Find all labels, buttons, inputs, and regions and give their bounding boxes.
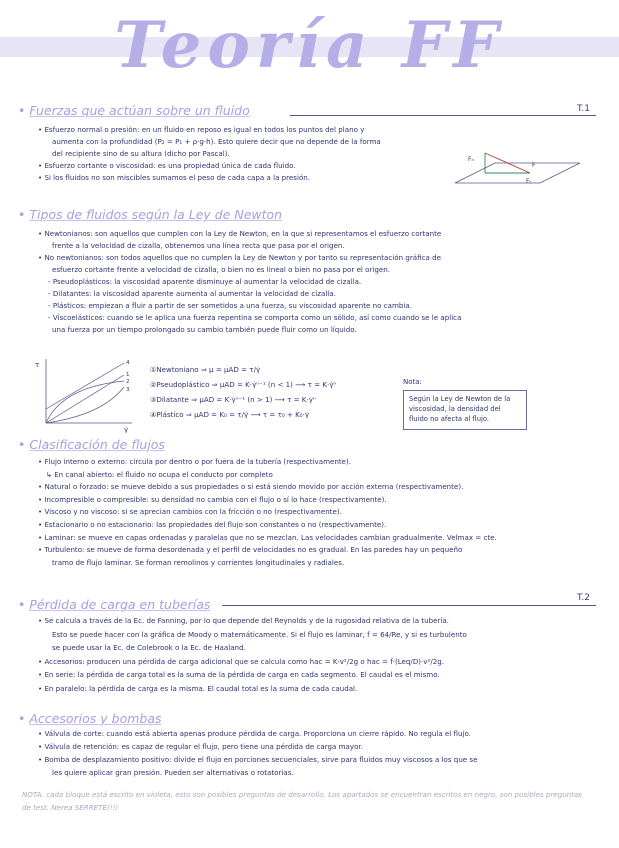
- section-body-fluid-types: [38, 228, 598, 336]
- curve-label: 4: [126, 360, 130, 366]
- section-body-head-loss: [38, 614, 598, 695]
- text-line: • Accesorios: producen una pérdida de carga adicional que se calcula como hac = K·v²/2g o hac = f·(Leq/D)·v²/2g.: [38, 656, 445, 666]
- section-rule: [290, 115, 596, 116]
- text-line: - Pseudoplásticos: la viscosidad aparente disminuye al aumentar la velocidad de cizalla.: [48, 277, 362, 286]
- text-line: • No newtonianos: son todos aquellos que no cumplen la Ley de Newton y por tanto su representación gráfica de: [38, 253, 441, 262]
- f-label: F: [532, 162, 536, 169]
- text-line: • Viscoso y no viscoso: si se aprecian cambios con la fricción o no (respectivamente).: [38, 507, 342, 517]
- footer-note: NOTA: cada bloque está escrito en violeta, esto son posibles preguntas de desarrollo. Los apartados se encuentran escritos en negro, son posibles preguntas de test. Nerea SERRETE(!!): [22, 790, 582, 812]
- text-line: tramo de flujo laminar. Se forman remolinos y corrientes longitudinales y radiales.: [52, 557, 345, 567]
- text-line: • Válvula de corte: cuando está abierta apenas produce pérdida de carga. Proporciona un cierre rápido. No regula el flujo.: [38, 729, 471, 738]
- text-line: una fuerza por un tiempo prolongado su cambio también puede fluir como un líquido.: [52, 325, 357, 334]
- curve-label: 3: [126, 387, 130, 393]
- text-line: • Flujo interno o externo: circula por dentro o por fuera de la tubería (respectivamente).: [38, 457, 352, 466]
- curve-label: 2: [126, 379, 130, 385]
- section-heading-fluid-types: • Tipos de fluidos según la Ley de Newton: [18, 207, 283, 222]
- equation-line: ①Newtoniano ⇒ μ = μAD = τ/γ̇: [150, 365, 261, 374]
- text-line: aumenta con la profundidad (P₂ = P₁ + ρ·g·h). Esto quiere decir que no depende de la forma: [52, 137, 381, 146]
- text-line: frente a la velocidad de cizalla, obtenemos una línea recta que pasa por el origen.: [52, 241, 345, 250]
- text-line: • Se calcula a través de la Ec. de Fanning, por lo que depende del Reynolds y de la rugosidad relativa de la tubería.: [38, 616, 449, 625]
- x-axis-label: γ̇: [124, 426, 129, 433]
- section-heading-head-loss: • Pérdida de carga en tuberías: [18, 597, 211, 612]
- rheology-graph: [32, 355, 137, 433]
- text-line: • Laminar: se mueve en capas ordenadas y paralelas que no se mezclan. Las velocidades cambian gradualmente. Velmax = cte.: [38, 532, 497, 542]
- equation-list: [150, 362, 390, 422]
- text-line: • Esfuerzo cortante o viscosidad: es una propiedad única de cada fluido.: [38, 161, 296, 170]
- text-line: les quiere aplicar gran presión. Pueden ser alternativas o rotatorias.: [52, 768, 294, 777]
- text-line: • Bomba de desplazamiento positivo: divide el flujo en porciones secuenciales, sirve para fluidos muy viscosos a los que se: [38, 755, 478, 764]
- equation-line: ②Pseudoplástico ⇒ μAD = K·γ̇ⁿ⁻¹ (n < 1) ⟶ τ = K·γ̇ⁿ: [150, 380, 337, 389]
- curve-dilatant: [46, 387, 124, 423]
- equation-line: ③Dilatante ⇒ μAD = K·γ̇ⁿ⁻¹ (n > 1) ⟶ τ = K·γ̇ⁿ: [150, 395, 316, 404]
- text-line: • Newtonianos: son aquellos que cumplen con la Ley de Newton, en la que si representamos el esfuerzo cortante: [38, 229, 442, 238]
- section-heading-fittings-pumps: • Accesorios y bombas: [18, 711, 162, 726]
- ft-label: Fₜ: [526, 178, 532, 185]
- text-line: - Plásticos: empiezan a fluir a partir de ser sometidos a una fuerza, su viscosidad aparente no cambia.: [48, 301, 413, 310]
- section-rule: [222, 605, 596, 606]
- section-heading-forces: • Fuerzas que actúan sobre un fluido: [18, 103, 250, 118]
- text-line: • Incompresible o compresible: su densidad no cambia con el flujo o sí lo hace (respectivamente).: [38, 494, 387, 504]
- section-tag: T.1: [577, 104, 591, 114]
- curve-label: 1: [126, 372, 130, 378]
- text-line: ↳ En canal abierto: el fluido no ocupa el conducto por completo: [46, 469, 273, 479]
- text-line: • Válvula de retención: es capaz de regular el flujo, pero tiene una pérdida de carga mayor.: [38, 742, 363, 751]
- text-line: • Estacionario o no estacionario: las propiedades del flujo son constantes o no (respectivamente).: [38, 519, 387, 529]
- text-line: • En paralelo: la pérdida de carga es la misma. El caudal total es la suma de cada caudal.: [38, 683, 358, 693]
- fn-label: Fₙ: [468, 156, 474, 163]
- y-axis-label: τ: [35, 361, 40, 369]
- text-line: del recipiente sino de su altura (dicho por Pascal).: [52, 149, 230, 158]
- text-line: • En serie: la pérdida de carga total es la suma de la pérdida de carga en cada segmento. El caudal es el mismo.: [38, 670, 440, 679]
- page-title: Teoría FF: [114, 8, 505, 83]
- text-line: - Dilatantes: la viscosidad aparente aumenta al aumentar la velocidad de cizalla.: [48, 289, 336, 298]
- equation-line: ④Plástico ⇒ μAD = K₀ = τ/γ̇ ⟶ τ = τ₀ + K₀·γ̇: [150, 410, 310, 419]
- text-line: esfuerzo cortante frente a velocidad de cizalla, o bien no es lineal o bien no pasa por el origen.: [52, 265, 391, 274]
- section-heading-flow-classification: • Clasificación de flujos: [18, 437, 165, 452]
- section-body-flow-classification: [38, 456, 598, 569]
- curve-plastic: [46, 363, 124, 409]
- note-label: Nota:: [403, 378, 422, 386]
- text-line: • Natural o forzado: se mueve debido a sus propiedades o si está siendo movido por acción externa (respectivamente).: [38, 482, 464, 492]
- text-line: • Turbulento: se mueve de forma desordenada y el perfil de velocidades no es gradual. En las paredes hay un pequeño: [38, 545, 463, 555]
- text-line: • Esfuerzo normal o presión: en un fluido en reposo es igual en todos los puntos del plano y: [38, 125, 365, 134]
- note-box: Según la Ley de Newton de la viscosidad, la densidad del fluido no afecta al flujo.: [403, 390, 527, 430]
- text-line: - Viscoelásticos: cuando se le aplica una fuerza repentina se comporta como un sólido, así como cuando se le aplica: [48, 313, 462, 322]
- text-line: se puede usar la Ec. de Colebrook o la Ec. de Haaland.: [52, 643, 246, 652]
- section-tag: T.2: [577, 593, 591, 603]
- text-line: Esto se puede hacer con la gráfica de Moody o matemáticamente. Si el flujo es laminar, f = 64/Re, y si es turbulento: [52, 629, 467, 639]
- text-line: • Si los fluidos no son miscibles sumamos el peso de cada capa a la presión.: [38, 173, 311, 182]
- section-body-fittings-pumps: [38, 727, 598, 779]
- force-diagram: [440, 145, 590, 190]
